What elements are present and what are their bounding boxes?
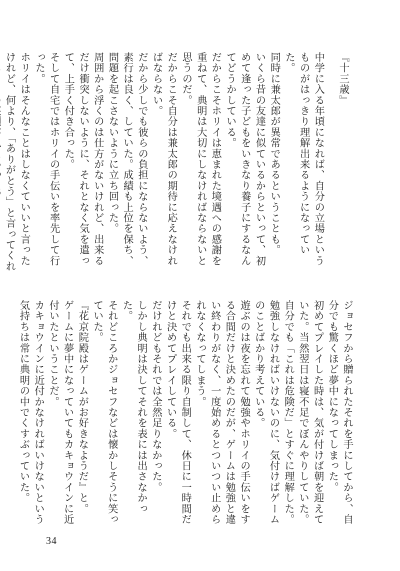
body-paragraph: だからこそ自分は兼太郎の期待に応えなければならない。 xyxy=(150,52,177,266)
chapter-heading: 『十三歳』 xyxy=(337,52,348,106)
body-paragraph: いくら昔の友達に似ているからといって、初めて逢った子どもをいきなり養子にするなんてどうかしている。 xyxy=(224,52,265,266)
body-paragraph: ゲームに夢中になっていてもカキョウインに近付いたということだ。 xyxy=(46,300,73,525)
body-paragraph: だからこそホリイは恵まれた境遇への感謝を重ねて、典明は大切にしなければならないと思うのだ。 xyxy=(179,52,221,266)
upper-text-section xyxy=(3,52,349,274)
body-paragraph: それでも出来る限り自制して、休日に一時間だけと決めてプレイしている。 xyxy=(164,300,191,525)
body-paragraph: ジョセフから贈られたそれを手にしてから、自分でも驚くほど夢中になってしまった。 xyxy=(326,300,352,525)
page-number: 34 xyxy=(46,536,57,547)
body-paragraph: 遊ぶのは夜を忘れて勉強やホリイの手伝いをする合間だけと決めたのだが、ゲームは勉強と違い終わりがなく、一度始めるとついつい止められなくなってしまう。 xyxy=(193,300,250,525)
body-paragraph: だから少しでも彼らの負担にならないよう、素行は良く、していた。成績も上位を保ち、問題を起こさないように立ち回った。 xyxy=(106,52,147,266)
body-paragraph: 『花京院殿はゲームがお好きなようだ』と。 xyxy=(76,300,88,514)
lower-text-section xyxy=(17,300,353,526)
body-paragraph: 自分でも「これは危険だ」とすぐに理解した。 xyxy=(282,300,294,525)
body-paragraph: それどころかジョセフなどは懐かしそうに笑っていた。 xyxy=(91,300,117,525)
body-paragraph: 同時に兼太郎が異常であるということも。 xyxy=(268,52,280,256)
body-paragraph: ホリイはそんなことはしなくていいと言ったけれど、何より、「ありがとう」と言ってくれ xyxy=(3,52,30,272)
body-paragraph: 勉強しなければいけないのに、気付けばゲームのことばかり考えている。 xyxy=(252,300,279,525)
body-paragraph: そして自宅ではホリイの手伝いを率先して行った。 xyxy=(32,52,59,266)
body-paragraph: しかし典明は決してそれを表には出さなかった。 xyxy=(120,300,147,514)
body-paragraph: 周囲から浮くのは仕方がないけれど、出来るだけ衝突しないように、それとなく気を遣って、上手く付き合った。 xyxy=(62,52,103,266)
body-paragraph: 中学に入る年頃になれば、自分の立場というものがはっきり理解出来るようになっていた。 xyxy=(282,52,324,266)
body-paragraph: 初めてプレイした時は、気が付けば朝を迎えていた。当然翌日は寝不足でぼんやりしていた。 xyxy=(296,300,323,525)
body-paragraph: だけれどもそれでは全然足りなかった。 xyxy=(149,300,161,493)
body-paragraph: カキョウインに近付かなければいけないという気持ちは常に典明の中でくすぶっていた。 xyxy=(17,300,44,525)
